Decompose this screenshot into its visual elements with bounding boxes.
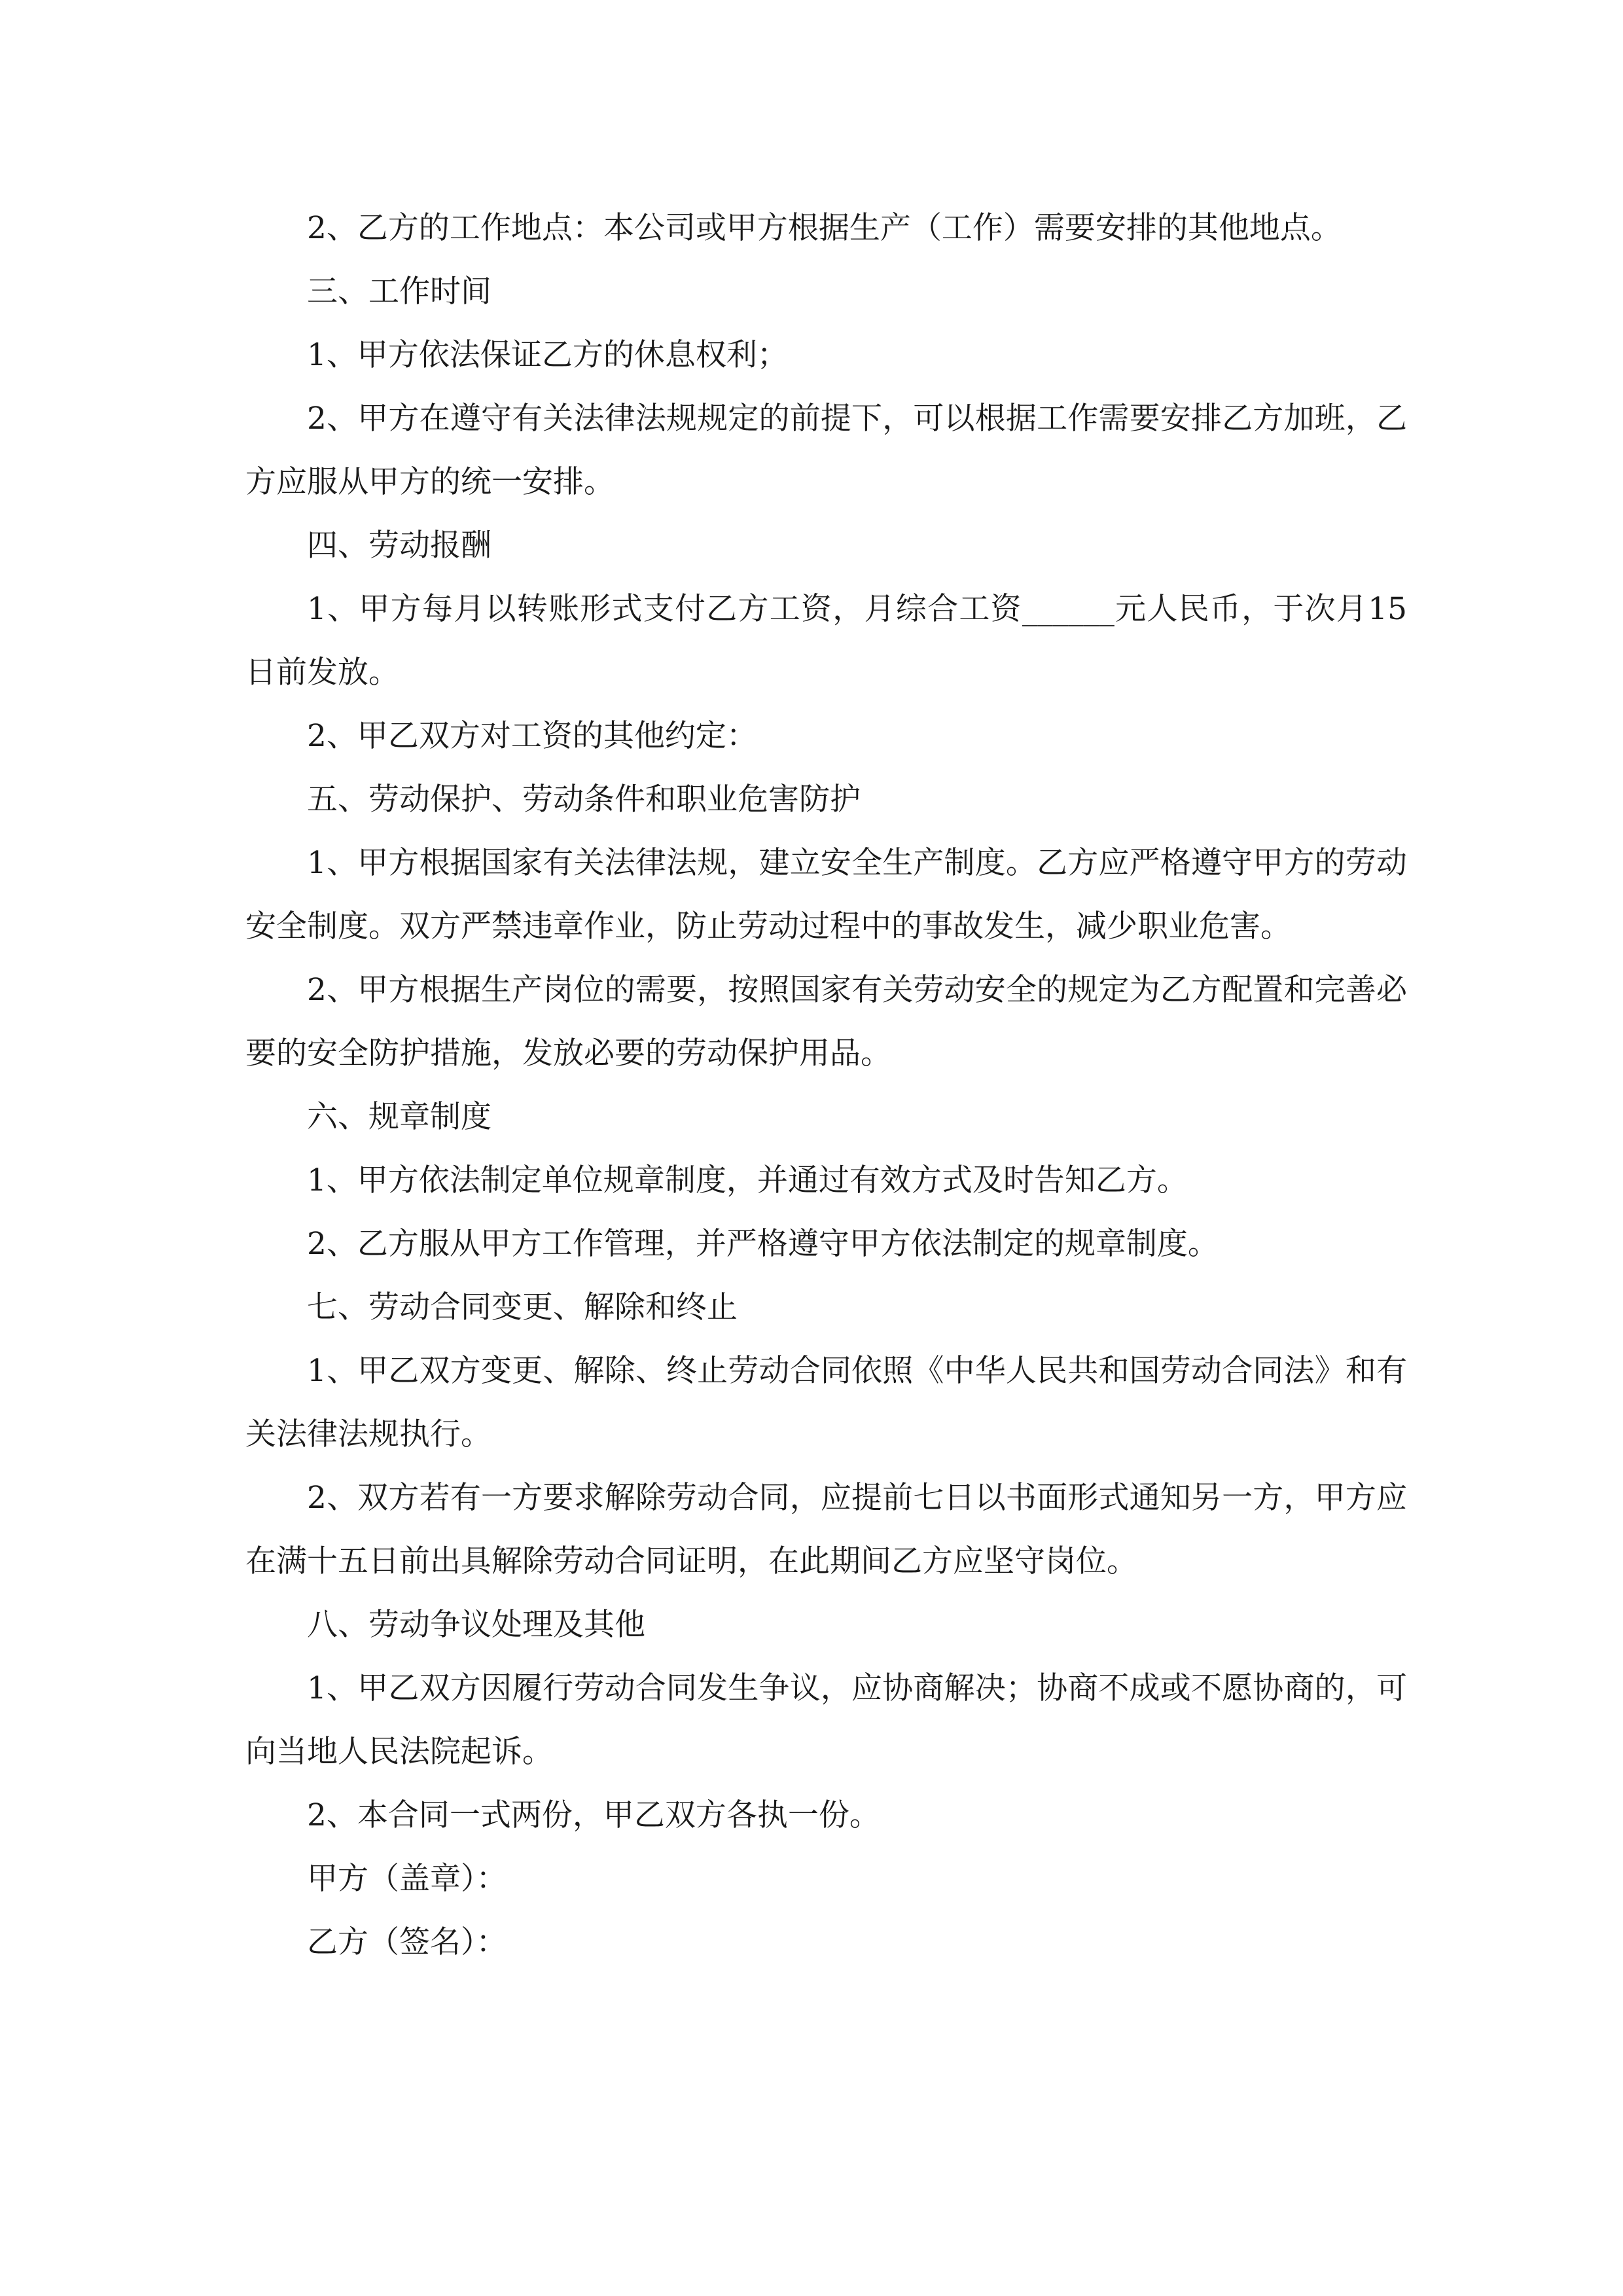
paragraph-dispute-resolution: 1、甲乙双方因履行劳动合同发生争议，应协商解决；协商不成或不愿协商的，可向当地人民法院起诉。: [245, 1670, 1407, 1770]
paragraph-termination-notice: 2、双方若有一方要求解除劳动合同，应提前七日以书面形式通知另一方，甲方应在满十五日前出具解除劳动合同证明，在此期间乙方应坚守岗位。: [245, 1480, 1407, 1579]
paragraph-work-location: 2、乙方的工作地点：本公司或甲方根据生产（工作）需要安排的其他地点。: [307, 210, 1342, 246]
paragraph-rules-compliance: 2、乙方服从甲方工作管理，并严格遵守甲方依法制定的规章制度。: [307, 1226, 1219, 1262]
section-heading-disputes: 八、劳动争议处理及其他: [307, 1607, 645, 1643]
paragraph-monthly-salary: 1、甲方每月以转账形式支付乙方工资，月综合工资______元人民币，于次月15日前发放。: [245, 591, 1407, 691]
section-heading-contract-changes: 七、劳动合同变更、解除和终止: [307, 1289, 738, 1325]
section-heading-labor-protection: 五、劳动保护、劳动条件和职业危害防护: [307, 781, 861, 817]
paragraph-rules-notice: 1、甲方依法制定单位规章制度，并通过有效方式及时告知乙方。: [307, 1162, 1188, 1198]
section-heading-rules: 六、规章制度: [307, 1099, 491, 1135]
contract-body: [245, 196, 1407, 1974]
paragraph-rest-rights: 1、甲方依法保证乙方的休息权利；: [307, 337, 788, 373]
section-heading-working-hours: 三、工作时间: [307, 274, 491, 310]
paragraph-protective-equipment: 2、甲方根据生产岗位的需要，按照国家有关劳动安全的规定为乙方配置和完善必要的安全防护措施，发放必要的劳动保护用品。: [245, 972, 1407, 1071]
signature-line-party-b: 乙方（签名）：: [307, 1924, 507, 1960]
paragraph-safety-system: 1、甲方根据国家有关法律法规，建立安全生产制度。乙方应严格遵守甲方的劳动安全制度。双方严禁违章作业，防止劳动过程中的事故发生，减少职业危害。: [245, 845, 1407, 944]
paragraph-contract-law: 1、甲乙双方变更、解除、终止劳动合同依照《中华人民共和国劳动合同法》和有关法律法规执行。: [245, 1353, 1407, 1452]
signature-line-party-a: 甲方（盖章）：: [307, 1861, 507, 1897]
paragraph-overtime: 2、甲方在遵守有关法律法规规定的前提下，可以根据工作需要安排乙方加班，乙方应服从甲方的统一安排。: [245, 401, 1407, 500]
paragraph-copies: 2、本合同一式两份，甲乙双方各执一份。: [307, 1797, 880, 1833]
section-heading-remuneration: 四、劳动报酬: [307, 528, 491, 564]
paragraph-other-salary-terms: 2、甲乙双方对工资的其他约定：: [307, 718, 757, 754]
